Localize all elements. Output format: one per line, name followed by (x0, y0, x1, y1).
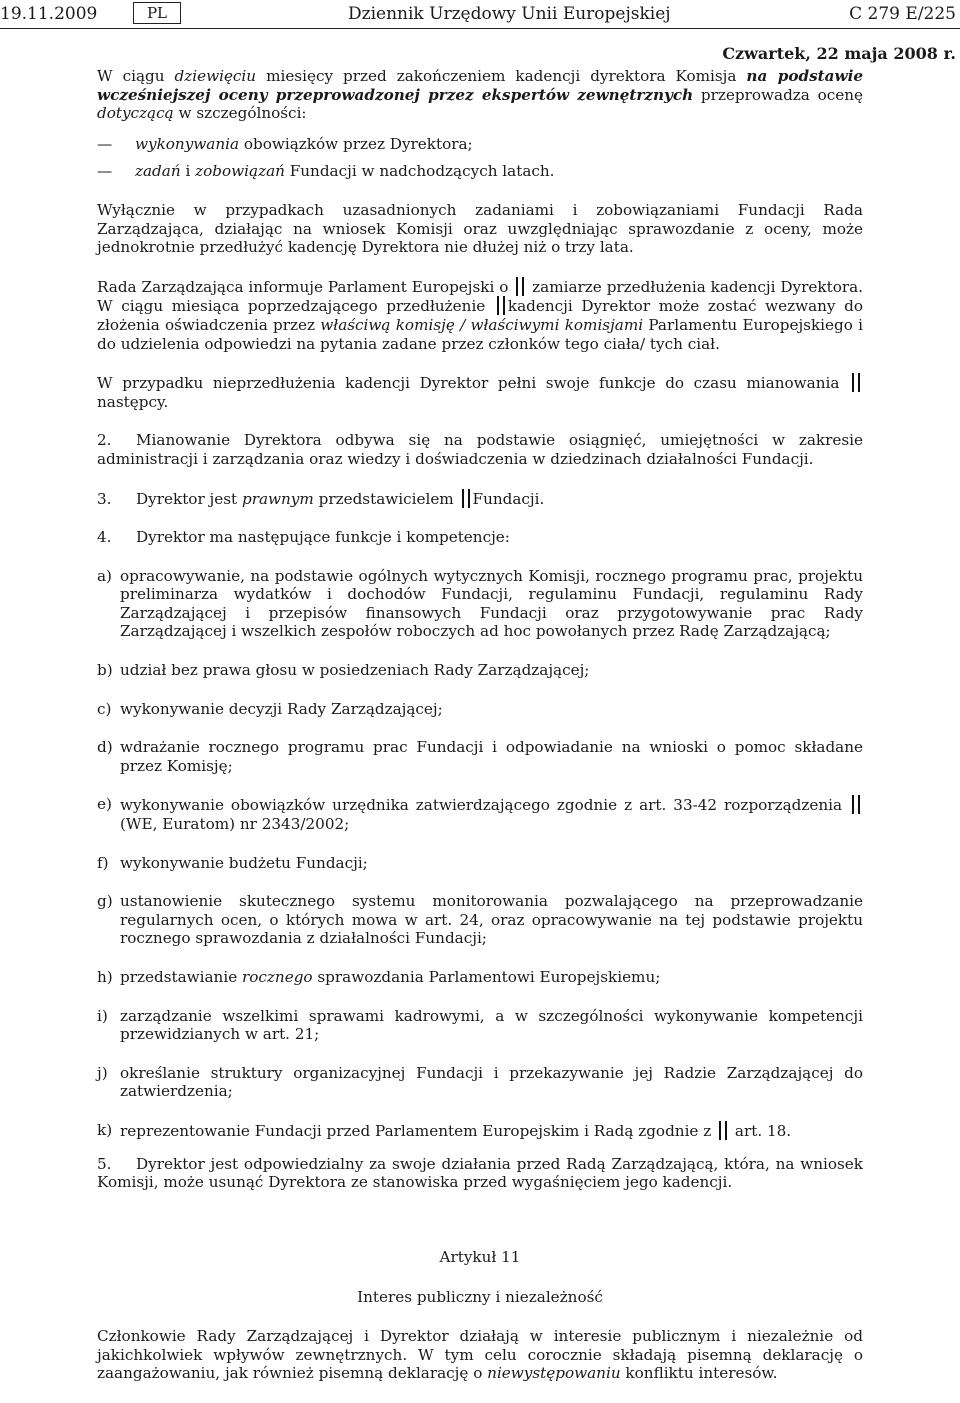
page-number: C 279 E/225 (849, 4, 956, 24)
list-item: e) wykonywanie obowiązków urzędnika zatwierdzającego zgodnie z art. 33-42 rozporządzenia (WE, Euratom) nr 2343/2002; (97, 795, 863, 833)
amendment-bar (852, 373, 860, 392)
header-rule (0, 28, 960, 29)
paragraph: Rada Zarządzająca informuje Parlament Europejski o zamiarze przedłużenia kadencji Dyrektora. W ciągu miesiąca poprzedzającego przedłużenie kadencji Dyrektor może zostać wezwany do złożenia oświadczenia przez właściwą komisję / właściwymi komisjami Parlamentu Europejskiego i do udzielenia odpowiedzi na pytania zadane przez członków tego ciała/ tych ciał. (97, 277, 863, 353)
journal-title: Dziennik Urzędowy Unii Europejskiej (348, 4, 671, 24)
document-body (97, 67, 863, 1403)
list-item: j) określanie struktury organizacyjnej Fundacji i przekazywanie jej Radzie Zarządzającej do zatwierdzenia; (97, 1063, 863, 1101)
numbered-paragraph: 5. Dyrektor jest odpowiedzialny za swoje działania przed Radą Zarządzającą, która, na wniosek Komisji, może usunąć Dyrektora ze stanowiska przed wygaśnięciem jego kadencji. (97, 1154, 863, 1192)
list-item: b) udział bez prawa głosu w posiedzeniach Rady Zarządzającej; (97, 661, 590, 680)
page-header (0, 0, 960, 30)
list-item: d) wdrażanie rocznego programu prac Fundacji i odpowiadanie na wnioski o pomoc składane przez Komisję; (97, 738, 863, 775)
numbered-paragraph: 4. Dyrektor ma następujące funkcje i kompetencje: (97, 528, 510, 547)
article-subtitle: Interes publiczny i niezależność (357, 1288, 603, 1307)
amendment-bar (852, 795, 860, 814)
numbered-paragraph: 3. Dyrektor jest prawnym przedstawicielem Fundacji. (97, 489, 545, 508)
intro-paragraph: W ciągu dziewięciu miesięcy przed zakończeniem kadencji dyrektora Komisja na podstawie wcześniejszej oceny przeprowadzonej przez ekspertów zewnętrznych przeprowadza ocenę dotyczącą w szczególności: (97, 67, 864, 123)
list-item: h) przedstawianie rocznego sprawozdania Parlamentowi Europejskiemu; (97, 968, 661, 986)
language-badge: PL (133, 2, 181, 24)
dash-item: — wykonywania obowiązków przez Dyrektora; (97, 134, 473, 153)
paragraph: Wyłącznie w przypadkach uzasadnionych zadaniami i zobowiązaniami Fundacji Rada Zarządzająca, działając na wniosek Komisji oraz uwzględniając sprawozdanie z oceny, może jednokrotnie przedłużyć kadencję Dyrektora nie dłużej niż o trzy lata. (97, 200, 863, 257)
list-item: i) zarządzanie wszelkimi sprawami kadrowymi, a w szczególności wykonywanie kompetencji przewidzianych w art. 21; (97, 1006, 863, 1044)
list-item: g) ustanowienie skutecznego systemu monitorowania pozwalającego na przeprowadzanie regularnych ocen, o których mowa w art. 24, oraz opracowywanie na tej podstawie projektu rocznego sprawozdania z działalności Fundacji; (97, 892, 863, 948)
list-item: c) wykonywanie decyzji Rady Zarządzającej; (97, 699, 443, 718)
dash-item: — zadań i zobowiązań Fundacji w nadchodzących latach. (97, 162, 555, 181)
list-item: k) reprezentowanie Fundacji przed Parlamentem Europejskim i Radą zgodnie z art. 18. (97, 1120, 792, 1140)
sitting-date: Czwartek, 22 maja 2008 r. (722, 44, 956, 63)
amendment-bar (497, 296, 505, 315)
list-item: a) opracowywanie, na podstawie ogólnych wytycznych Komisji, rocznego programu prac, projektu preliminarza wydatków i dochodów Fundacji, regulaminu Fundacji, regulaminu Rady Zarządzającej i przepisów finansowych Fundacji oraz przygotowywanie prac Rady Zarządzającej i wszelkich zespołów roboczych ad hoc powołanych przez Radę Zarządzającą; (97, 566, 863, 641)
numbered-paragraph: 2. Mianowanie Dyrektora odbywa się na podstawie osiągnięć, umiejętności w zakresie administracji i zarządzania oraz wiedzy i doświadczenia w dziedzinach działalności Fundacji. (97, 431, 863, 468)
article-title: Artykuł 11 (439, 1247, 521, 1266)
article-paragraph: Członkowie Rady Zarządzającej i Dyrektor działają w interesie publicznym i niezależnie od jakichkolwiek wpływów zewnętrznych. W tym celu corocznie składają pisemną deklarację o zaangażowaniu, jak również pisemną deklarację o niewystępowaniu konfliktu interesów. (97, 1326, 863, 1383)
paragraph: W przypadku nieprzedłużenia kadencji Dyrektor pełni swoje funkcje do czasu mianowania następcy. (97, 373, 863, 411)
amendment-bar (516, 277, 524, 296)
header-date: 19.11.2009 (0, 4, 98, 24)
list-item: f) wykonywanie budżetu Fundacji; (97, 853, 368, 872)
amendment-bar (462, 489, 470, 508)
amendment-bar (719, 1121, 727, 1140)
